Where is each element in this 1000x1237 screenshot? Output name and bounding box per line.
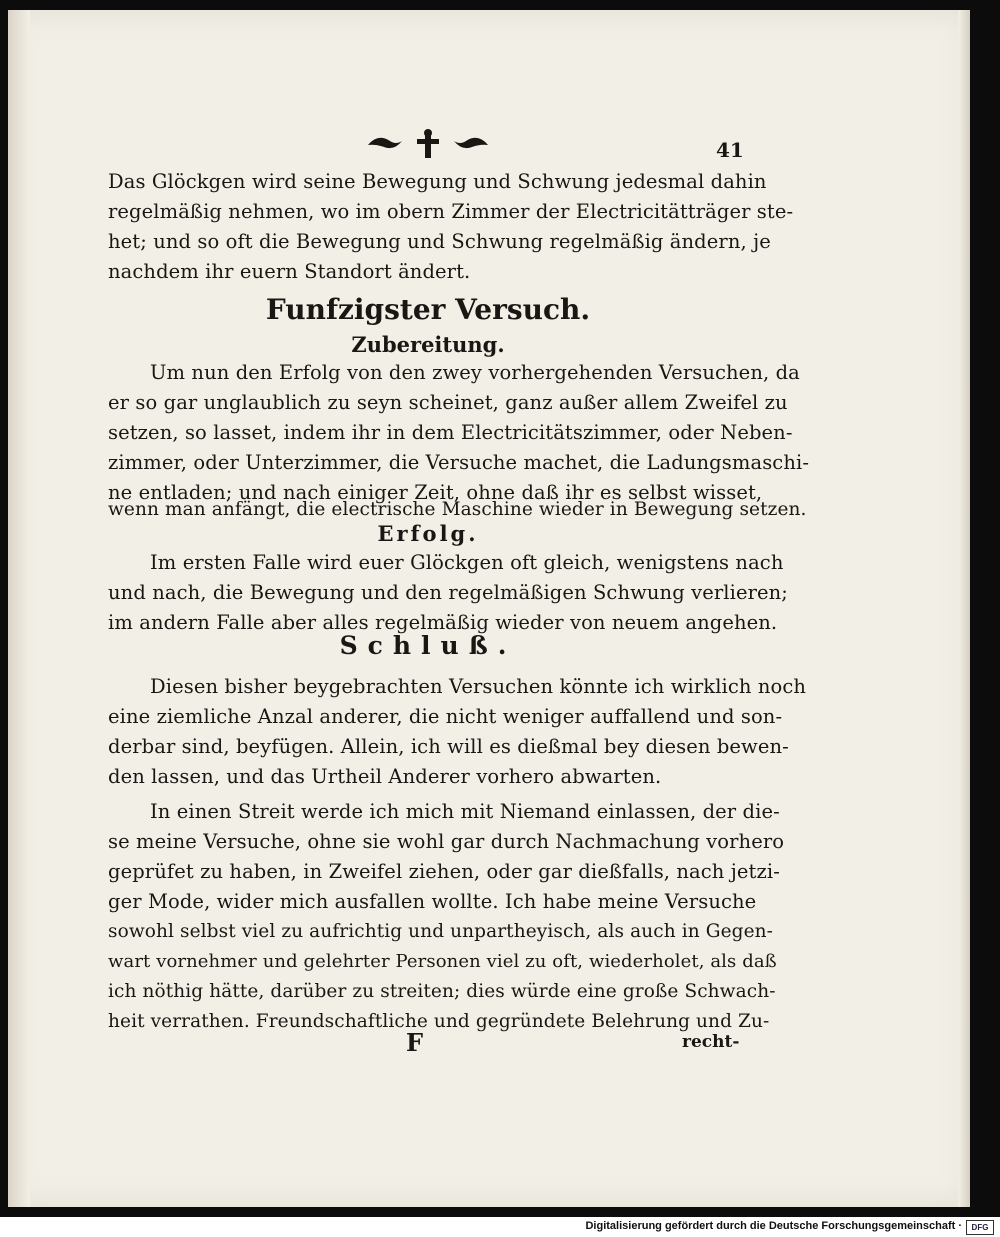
text-line: eine ziemliche Anzal anderer, die nicht weniger auffallend und son- [108, 705, 783, 728]
text-line: im andern Falle aber alles regelmäßig wieder von neuem angehen. [108, 611, 778, 634]
text-line: zimmer, oder Unterzimmer, die Versuche machet, die Ladungsmaschi- [108, 451, 810, 474]
text-line: se meine Versuche, ohne sie wohl gar durch Nachmachung vorhero [108, 830, 785, 853]
page-edge-shadow [958, 10, 970, 1207]
text-line: In einen Streit werde ich mich mit Niemand einlassen, der die- [150, 800, 780, 823]
conclusion-heading: Schluß. [339, 631, 517, 660]
text-line: Im ersten Falle wird euer Glöckgen oft gleich, wenigstens nach [150, 551, 784, 574]
text-line: ne entladen; und nach einiger Zeit, ohne daß ihr es selbst wisset, [108, 481, 763, 504]
footer-bar [0, 1217, 1000, 1237]
text-line: wart vornehmer und gelehrter Personen viel zu oft, wiederholet, als daß [108, 951, 777, 972]
text-line: regelmäßig nehmen, wo im obern Zimmer der Electricitätträger ste- [108, 200, 794, 223]
text-line: nachdem ihr euern Standort ändert. [108, 260, 471, 283]
text-line: den lassen, und das Urtheil Anderer vorhero abwarten. [108, 765, 662, 788]
text-line: Um nun den Erfolg von den zwey vorhergehenden Versuchen, da [150, 361, 800, 384]
text-line: setzen, so lasset, indem ihr in dem Electricitätszimmer, oder Neben- [108, 421, 793, 444]
text-line: geprüfet zu haben, in Zweifel ziehen, oder gar dießfalls, nach jetzi- [108, 860, 780, 883]
text-line: wenn man anfängt, die electrische Maschine wieder in Bewegung setzen. [108, 499, 807, 520]
catchword: recht- [682, 1032, 740, 1052]
book-page [8, 10, 970, 1207]
text-line: ich nöthig hätte, darüber zu streiten; dies würde eine große Schwach- [108, 981, 776, 1002]
text-line: het; und so oft die Bewegung und Schwung regelmäßig ändern, je [108, 230, 771, 253]
text-line: er so gar unglaublich zu seyn scheinet, ganz außer allem Zweifel zu [108, 391, 788, 414]
dfg-logo: DFG [966, 1220, 994, 1235]
text-line: Das Glöckgen wird seine Bewegung und Schwung jedesmal dahin [108, 170, 767, 193]
page-number: 41 [716, 138, 744, 162]
preparation-heading: Zubereitung. [351, 332, 505, 357]
text-line: Diesen bisher beygebrachten Versuchen könnte ich wirklich noch [150, 675, 807, 698]
signature-mark: F [406, 1028, 424, 1057]
experiment-heading: Funfzigster Versuch. [265, 293, 591, 326]
text-line: sowohl selbst viel zu aufrichtig und unpartheyisch, als auch in Gegen- [108, 921, 773, 942]
result-heading: Erfolg. [377, 521, 479, 546]
text-line: ger Mode, wider mich ausfallen wollte. Ich habe meine Versuche [108, 890, 757, 913]
funding-notice: Digitalisierung gefördert durch die Deutsche Forschungsgemeinschaft · [585, 1220, 962, 1232]
text-line: und nach, die Bewegung und den regelmäßigen Schwung verlieren; [108, 581, 788, 604]
text-line: derbar sind, beyfügen. Allein, ich will es dießmal bey diesen bewen- [108, 735, 789, 758]
printers-ornament-icon [348, 128, 508, 162]
text-line: heit verrathen. Freundschaftliche und gegründete Belehrung und Zu- [108, 1011, 770, 1032]
page-gutter-shadow [8, 10, 30, 1207]
